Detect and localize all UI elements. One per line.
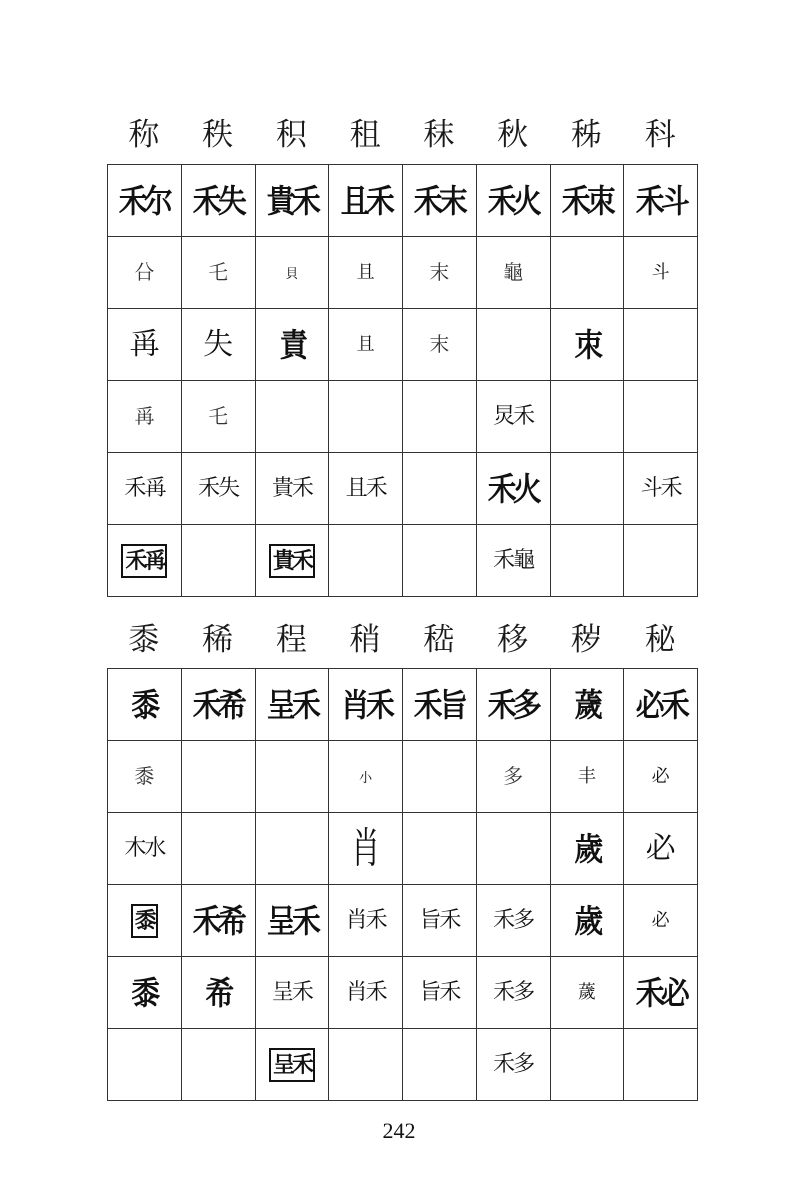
glyph-cell — [108, 741, 182, 813]
seal-glyph-image: 肖禾 — [345, 907, 386, 933]
seal-glyph-image: 禾火 — [487, 181, 539, 220]
glyph-cell — [255, 165, 329, 237]
seal-glyph-image: 禾末 — [414, 181, 465, 220]
glyph-cell — [181, 741, 255, 813]
seal-glyph-image: 希 — [205, 973, 231, 1012]
seal-glyph-image: 木水 — [124, 835, 165, 861]
glyph-cell — [624, 885, 698, 957]
glyph-cell — [329, 741, 403, 813]
glyph-cell — [403, 669, 477, 741]
seal-glyph-image: 貴禾 — [266, 181, 318, 220]
seal-glyph-image: 責 — [279, 325, 305, 364]
glyph-cell — [255, 381, 329, 453]
seal-glyph-image: 黍 — [134, 764, 155, 788]
table-row — [108, 957, 698, 1029]
seal-glyph-image: 禾爯 — [124, 475, 165, 501]
glyph-cell — [550, 381, 624, 453]
seal-glyph-image: 呈禾 — [271, 979, 312, 1005]
glyph-cell — [550, 237, 624, 309]
glyph-cell — [550, 957, 624, 1029]
seal-stamp-image: 貴禾 — [269, 544, 315, 578]
glyph-cell — [403, 309, 477, 381]
seal-glyph-image: 肖禾 — [345, 979, 386, 1005]
seal-glyph-image: 禾失 — [198, 475, 239, 501]
section1-header-4: 租 — [349, 117, 381, 153]
glyph-cell — [255, 453, 329, 525]
glyph-cell — [181, 885, 255, 957]
seal-glyph-image: 禾希 — [192, 901, 244, 940]
glyph-cell — [476, 309, 550, 381]
glyph-cell — [550, 885, 624, 957]
seal-glyph-image: 乇 — [208, 404, 229, 428]
seal-glyph-image: 禾多 — [493, 907, 534, 933]
seal-glyph-image: 禾失 — [192, 181, 244, 220]
glyph-cell — [255, 237, 329, 309]
glyph-cell — [476, 669, 550, 741]
glyph-cell — [108, 957, 182, 1029]
glyph-cell — [550, 165, 624, 237]
seal-glyph-image: 禾希 — [192, 685, 244, 724]
seal-glyph-image: 多 — [503, 764, 524, 788]
glyph-cell — [329, 957, 403, 1029]
seal-glyph-image: 末 — [429, 260, 450, 284]
section2-header-5: 嵇 — [423, 622, 455, 658]
section1-header-row — [107, 115, 697, 155]
glyph-cell — [476, 165, 550, 237]
page-number: 242 — [382, 1118, 416, 1143]
glyph-cell — [476, 453, 550, 525]
glyph-cell — [108, 381, 182, 453]
glyph-cell — [108, 813, 182, 885]
glyph-cell — [255, 525, 329, 597]
glyph-cell — [108, 165, 182, 237]
seal-glyph-image: 必 — [645, 830, 676, 866]
seal-stamp-image: 禾爯 — [121, 544, 167, 578]
glyph-cell — [624, 813, 698, 885]
glyph-cell — [181, 669, 255, 741]
seal-glyph-image: 旨禾 — [419, 907, 460, 933]
glyph-cell — [624, 669, 698, 741]
seal-stamp-image: 呈禾 — [269, 1048, 315, 1082]
section1-header-5: 秣 — [423, 117, 455, 153]
seal-stamp-image: 黍 — [131, 904, 158, 938]
section2-header-8: 秘 — [644, 622, 676, 658]
seal-glyph-image: 肖禾 — [340, 685, 391, 724]
glyph-cell — [624, 957, 698, 1029]
seal-glyph-image: 爯 — [129, 326, 160, 362]
glyph-cell — [476, 741, 550, 813]
glyph-cell — [108, 669, 182, 741]
glyph-cell — [403, 237, 477, 309]
seal-glyph-image: 禾火 — [487, 469, 539, 508]
glyph-cell — [255, 885, 329, 957]
glyph-cell — [329, 525, 403, 597]
seal-glyph-image: 禾多 — [487, 685, 539, 724]
glyph-cell — [108, 525, 182, 597]
glyph-cell — [403, 957, 477, 1029]
glyph-cell — [329, 381, 403, 453]
seal-glyph-image: 薉 — [574, 685, 600, 724]
table-row — [108, 165, 698, 237]
glyph-cell — [329, 237, 403, 309]
glyph-cell — [255, 957, 329, 1029]
glyph-cell — [476, 381, 550, 453]
glyph-cell — [403, 1029, 477, 1101]
glyph-cell — [550, 741, 624, 813]
seal-glyph-image: 禾朿 — [561, 181, 613, 220]
glyph-cell — [403, 165, 477, 237]
glyph-cell — [624, 237, 698, 309]
seal-glyph-image: 禾多 — [493, 1051, 534, 1077]
section2-header-2: 稀 — [202, 622, 234, 658]
table-row — [108, 453, 698, 525]
seal-glyph-image: 龜 — [503, 260, 524, 284]
glyph-cell — [624, 165, 698, 237]
glyph-cell — [550, 309, 624, 381]
seal-glyph-image: 斗 — [651, 262, 670, 283]
seal-glyph-image: 㕣 — [134, 260, 155, 284]
glyph-cell — [403, 525, 477, 597]
seal-glyph-image: 爯 — [134, 404, 155, 428]
seal-glyph-image: 呈禾 — [266, 685, 318, 724]
glyph-cell — [255, 309, 329, 381]
seal-glyph-image: 末 — [429, 332, 450, 356]
section2-header-4: 稍 — [349, 622, 381, 658]
table-row — [108, 381, 698, 453]
seal-glyph-image: 貴禾 — [271, 475, 312, 501]
table-row — [108, 1029, 698, 1101]
glyph-cell — [329, 165, 403, 237]
glyph-cell — [181, 165, 255, 237]
glyph-cell — [181, 813, 255, 885]
glyph-cell — [181, 381, 255, 453]
seal-glyph-image: 必禾 — [635, 685, 686, 724]
glyph-cell — [329, 1029, 403, 1101]
glyph-cell — [329, 453, 403, 525]
seal-glyph-image: 朿 — [574, 325, 600, 364]
section2-glyph-table — [107, 668, 698, 1101]
section2-header-7: 秽 — [570, 622, 602, 658]
glyph-cell — [181, 525, 255, 597]
seal-glyph-image: 且 — [356, 334, 375, 355]
section1-header-1: 称 — [128, 117, 160, 153]
table-row — [108, 309, 698, 381]
seal-glyph-image: 禾多 — [493, 979, 534, 1005]
section1-header-6: 秋 — [497, 117, 529, 153]
glyph-cell — [403, 381, 477, 453]
glyph-cell — [550, 669, 624, 741]
glyph-cell — [255, 1029, 329, 1101]
seal-glyph-image: 呈禾 — [266, 901, 318, 940]
seal-glyph-image: 丰 — [577, 766, 596, 787]
glyph-cell — [255, 813, 329, 885]
seal-glyph-image: 黍 — [131, 973, 157, 1012]
glyph-cell — [403, 813, 477, 885]
seal-glyph-image: 黍 — [131, 685, 157, 724]
glyph-cell — [476, 1029, 550, 1101]
table-row — [108, 813, 698, 885]
seal-glyph-image: 禾旨 — [414, 685, 465, 724]
table-row — [108, 237, 698, 309]
glyph-cell — [329, 885, 403, 957]
seal-glyph-image: 且 — [356, 262, 375, 283]
table-row — [108, 741, 698, 813]
glyph-cell — [476, 525, 550, 597]
seal-glyph-image: 必 — [651, 766, 670, 787]
glyph-cell — [108, 309, 182, 381]
seal-glyph-image: 且禾 — [340, 181, 391, 220]
glyph-cell — [108, 237, 182, 309]
section1-header-3: 积 — [275, 117, 307, 153]
glyph-cell — [329, 669, 403, 741]
table-row — [108, 525, 698, 597]
glyph-cell — [403, 741, 477, 813]
glyph-cell — [403, 453, 477, 525]
seal-glyph-image: 貝 — [285, 267, 299, 282]
glyph-cell — [476, 885, 550, 957]
glyph-cell — [476, 813, 550, 885]
seal-glyph-image: 必 — [651, 910, 670, 931]
glyph-cell — [108, 885, 182, 957]
glyph-cell — [624, 525, 698, 597]
glyph-cell — [624, 1029, 698, 1101]
seal-glyph-image: 禾斗 — [635, 181, 686, 220]
glyph-cell — [476, 237, 550, 309]
glyph-cell — [550, 1029, 624, 1101]
section2-header-row — [107, 620, 697, 660]
section2-header-3: 程 — [275, 622, 307, 658]
glyph-cell — [181, 237, 255, 309]
glyph-cell — [329, 813, 403, 885]
seal-glyph-image: 乇 — [208, 260, 229, 284]
seal-glyph-image: 歲 — [574, 829, 600, 868]
section1-header-7: 秭 — [570, 117, 602, 153]
glyph-cell — [108, 453, 182, 525]
seal-glyph-image: 且禾 — [345, 475, 386, 501]
seal-glyph-image: 旨禾 — [419, 979, 460, 1005]
seal-glyph-image: 肖 — [351, 823, 380, 873]
glyph-cell — [624, 381, 698, 453]
seal-glyph-image: 失 — [203, 326, 234, 362]
section1-glyph-table — [107, 164, 698, 597]
table-row — [108, 885, 698, 957]
glyph-cell — [624, 453, 698, 525]
seal-glyph-image: 小 — [359, 771, 373, 786]
section2-header-1: 黍 — [128, 622, 160, 658]
section1-header-8: 科 — [644, 117, 676, 153]
glyph-cell — [255, 741, 329, 813]
glyph-cell — [550, 453, 624, 525]
seal-glyph-image: 斗禾 — [640, 475, 681, 501]
seal-glyph-image: 薉 — [577, 982, 596, 1003]
glyph-cell — [624, 309, 698, 381]
glyph-cell — [181, 957, 255, 1029]
glyph-cell — [181, 1029, 255, 1101]
glyph-cell — [550, 525, 624, 597]
seal-glyph-image: 禾必 — [635, 973, 686, 1012]
section2-header-6: 移 — [497, 622, 529, 658]
seal-glyph-image: 禾尔 — [119, 181, 170, 220]
seal-glyph-image: 禾龜 — [493, 547, 534, 573]
glyph-cell — [624, 741, 698, 813]
glyph-cell — [329, 309, 403, 381]
table-row — [108, 669, 698, 741]
section1-header-2: 秩 — [202, 117, 234, 153]
glyph-cell — [181, 309, 255, 381]
seal-glyph-image: 歲 — [574, 901, 600, 940]
glyph-cell — [476, 957, 550, 1029]
glyph-cell — [181, 453, 255, 525]
glyph-cell — [403, 885, 477, 957]
seal-glyph-image: 炅禾 — [493, 403, 534, 429]
glyph-cell — [255, 669, 329, 741]
glyph-cell — [550, 813, 624, 885]
glyph-cell — [108, 1029, 182, 1101]
